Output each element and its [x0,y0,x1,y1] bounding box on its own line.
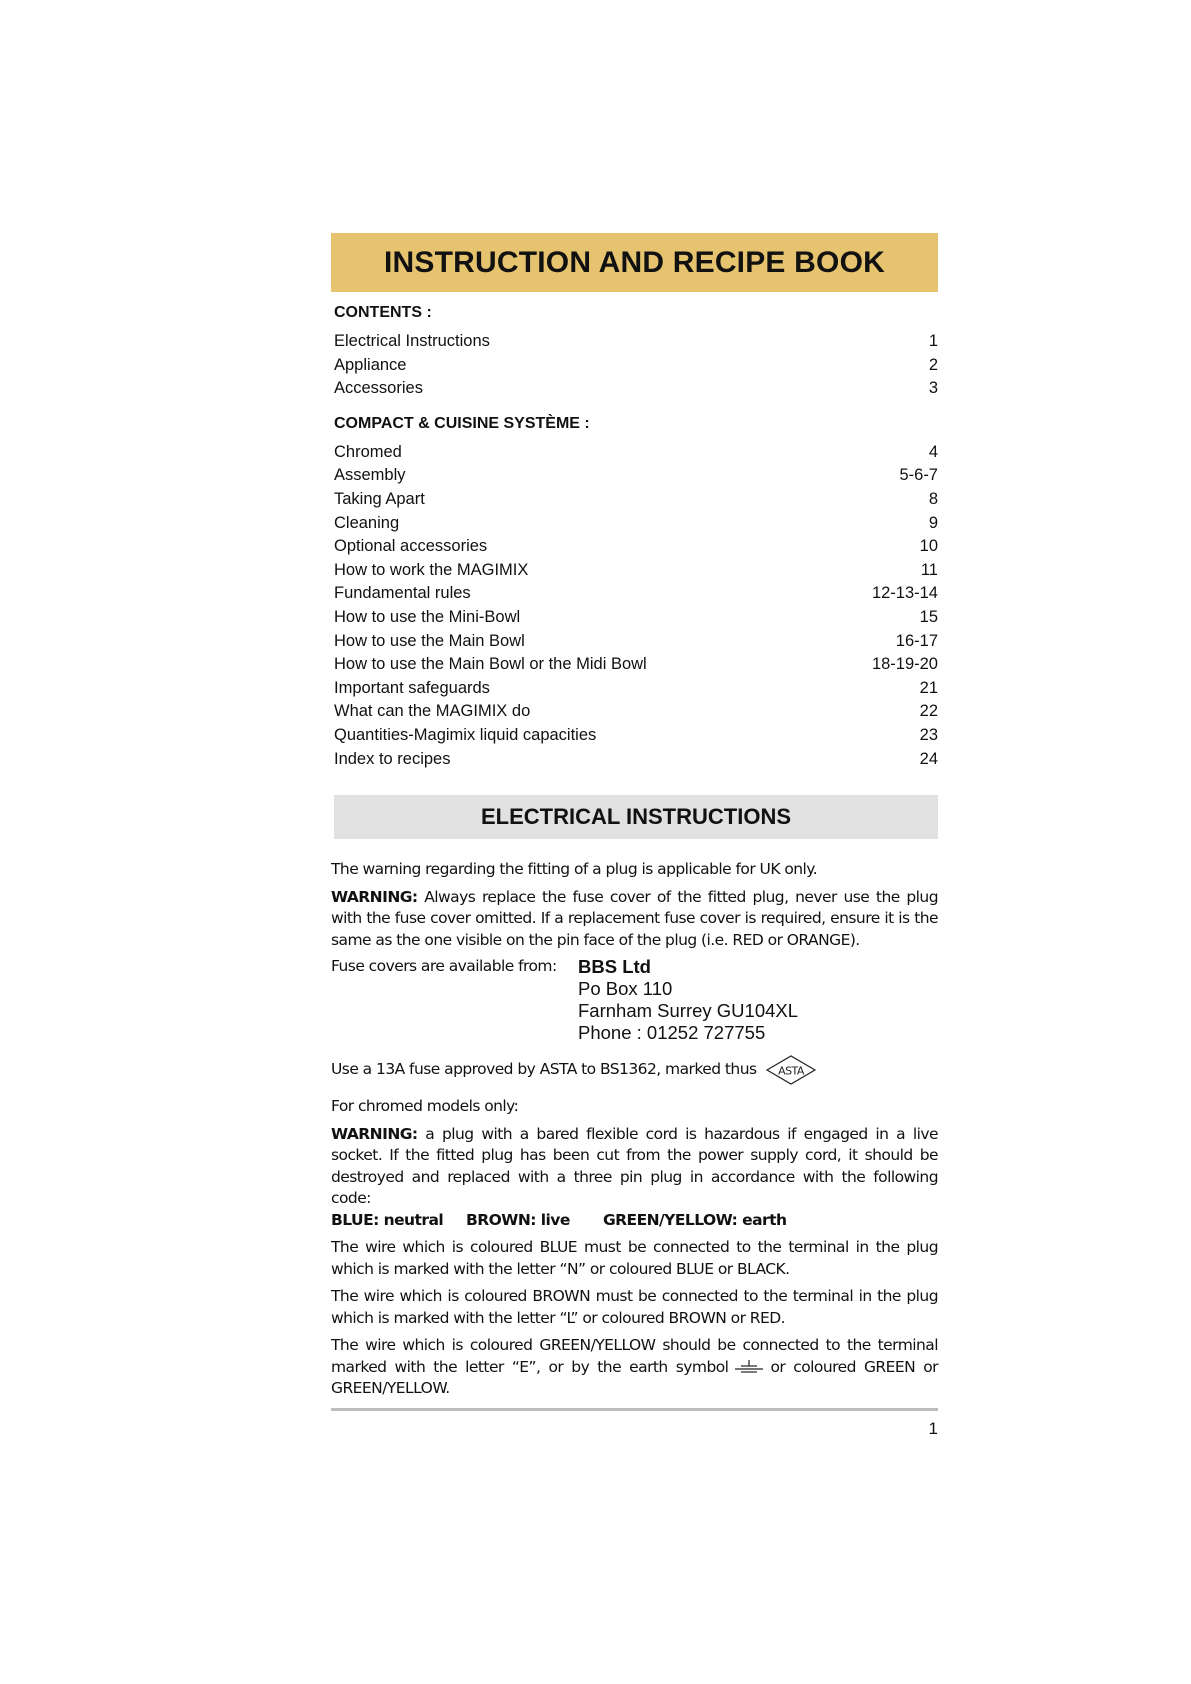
toc-row [334,582,938,606]
green-wire-text: The wire which is coloured GREEN/YELLOW should be connected to the terminal marked with the letter “E”, or by the earth symbol [331,1336,938,1376]
toc-label: How to work the MAGIMIX [334,560,529,579]
toc-page: 15 [919,607,938,626]
toc-label: Quantities-Magimix liquid capacities [334,725,597,744]
document-page [331,233,938,1439]
toc-row [334,724,938,748]
toc-row [334,606,938,630]
warning-text: Always replace the fuse cover of the fitted plug, never use the plug with the fuse cover omitted. If a replacement fuse cover is required, ensure it is the same as the one visible on the pin face of the plug (i.e. RED or ORANGE). [331,887,938,949]
supplier-name: BBS Ltd [578,956,651,978]
toc-page: 10 [919,537,938,556]
toc-page: 11 [920,560,938,579]
toc-label: Important safeguards [334,678,490,697]
toc-label: How to use the Mini-Bowl [334,607,521,626]
compact-list [334,441,938,771]
title-banner [331,233,938,292]
toc-page: 22 [919,702,938,721]
toc-row [334,488,938,512]
toc-row [334,630,938,654]
toc-label: Accessories [334,379,423,398]
toc-page: 8 [928,489,938,508]
fuse-supplier [331,956,938,1044]
toc-row [334,535,938,559]
toc-label: Chromed [334,442,402,461]
toc-page: 5-6-7 [899,466,938,485]
toc-label: Electrical Instructions [334,332,490,350]
compact-heading: COMPACT & CUISINE SYSTÈME : [334,414,590,432]
address-line: Po Box 110 [578,978,673,1000]
toc-row [334,559,938,583]
asta-mark-text: ASTA [777,1064,804,1078]
contents-heading: CONTENTS : [334,304,432,321]
warning-paragraph-2 [331,1124,938,1210]
warning-label: WARNING: [331,1124,418,1143]
toc-row [334,464,938,488]
toc-row [334,512,938,536]
asta-mark-icon [765,1054,817,1086]
toc-label: Optional accessories [334,537,488,556]
toc-page: 12-13-14 [871,584,938,603]
supplier-address [578,956,798,1044]
toc-row [334,653,938,677]
toc-page: 16-17 [895,631,938,650]
toc-page: 1 [928,332,938,350]
green-wire-text: or coloured GREEN or GREEN/YELLOW. [331,1357,938,1398]
toc-row [334,441,938,465]
address-line: Farnham Surrey GU104XL [578,1000,799,1022]
footer-rule [331,1408,938,1411]
warning-paragraph-1 [331,887,938,952]
toc-page: 9 [928,513,938,532]
toc-page: 2 [928,355,938,374]
code-brown: BROWN: live [466,1210,570,1229]
document-title: INSTRUCTION AND RECIPE BOOK [384,245,885,279]
fuse-label: Fuse covers are available from: [331,957,557,976]
toc-page: 3 [928,379,938,398]
chromed-note: For chromed models only: [331,1097,519,1116]
toc-label: Appliance [334,355,407,374]
page-number: 1 [928,1418,938,1438]
supplier-phone: Phone : 01252 727755 [578,1022,766,1044]
warning-text: a plug with a bared flexible cord is hazardous if engaged in a live socket. If the fitted plug has been cut from the power supply cord, it should be destroyed and replaced with a three pin plug in accordance with the following code: [331,1124,938,1208]
code-green-yellow: GREEN/YELLOW: earth [603,1210,787,1229]
toc-row [334,354,938,378]
toc-label: What can the MAGIMIX do [334,702,531,721]
toc-row [334,748,938,772]
code-blue: BLUE: neutral [331,1210,444,1229]
electrical-heading: ELECTRICAL INSTRUCTIONS [480,804,792,830]
toc-page: 21 [919,678,938,697]
earth-symbol-icon [732,1360,766,1374]
toc-label: How to use the Main Bowl [334,631,525,650]
fuse-rating-line [331,1054,938,1086]
toc-row [334,330,938,354]
toc-row [334,700,938,724]
toc-page: 18-19-20 [871,655,938,674]
toc-label: Index to recipes [334,749,451,768]
green-wire-paragraph [331,1335,938,1400]
toc-page: 4 [928,442,938,461]
uk-note: The warning regarding the fitting of a plug is applicable for UK only. [331,860,818,879]
electrical-body [331,859,938,1400]
toc-label: Assembly [334,466,406,485]
wire-color-codes [331,1210,938,1232]
electrical-section-banner [334,795,938,839]
brown-wire-paragraph: The wire which is coloured BROWN must be connected to the terminal in the plug which is marked with the letter “L” or coloured BROWN or RED. [331,1287,938,1327]
toc-row [334,377,938,401]
warning-label: WARNING: [331,887,418,906]
toc-label: Taking Apart [334,489,425,508]
contents-list [334,330,938,401]
toc-label: Fundamental rules [334,584,471,603]
toc-page: 23 [919,725,938,744]
toc-label: Cleaning [334,513,400,532]
toc-page: 24 [919,749,938,768]
toc-label: How to use the Main Bowl or the Midi Bowl [334,655,647,674]
blue-wire-paragraph: The wire which is coloured BLUE must be connected to the terminal in the plug which is marked with the letter “N” or coloured BLUE or BLACK. [331,1238,938,1278]
toc-row [334,677,938,701]
fuse-rating-text: Use a 13A fuse approved by ASTA to BS1362, marked thus [331,1060,757,1079]
